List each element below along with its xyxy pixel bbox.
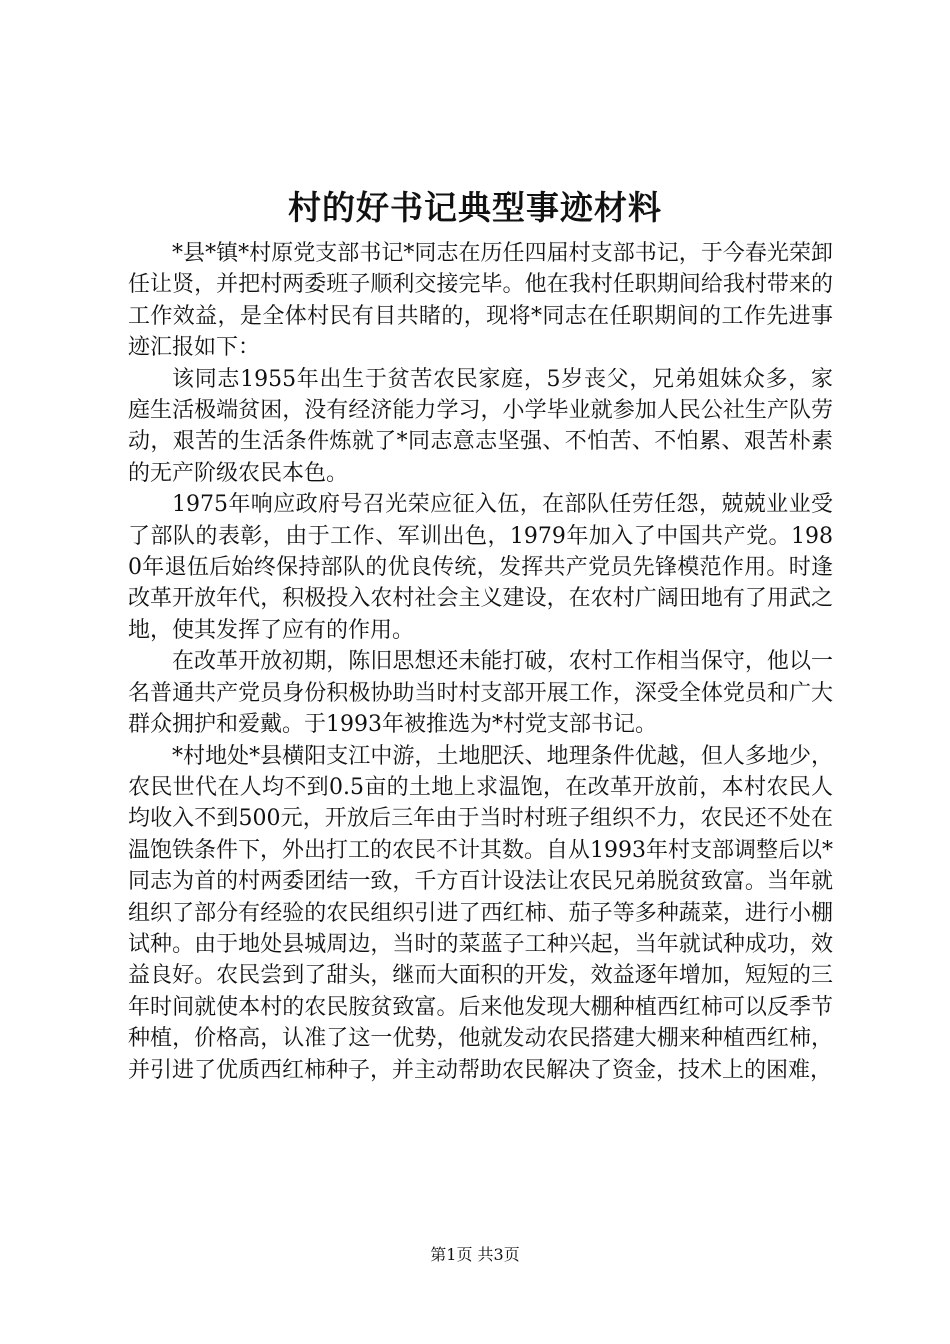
paragraph-background: 该同志1955年出生于贫苦农民家庭，5岁丧父，兄弟姐妹众多，家庭生活极端贫困，没有经济能力学习，小学毕业就参加人民公社生产队劳动，艰苦的生活条件炼就了*同志意志坚强、不怕苦、不怕累、艰苦朴素的无产阶级农民本色。 [128,366,833,486]
document-title: 村的好书记典型事迹材料 [288,188,662,227]
paragraph-village: *村地处*县横阳支江中游，土地肥沃、地理条件优越，但人多地少，农民世代在人均不到0.5亩的土地上求温饱，在改革开放前，本村农民人均收入不到500元，开放后三年由于当时村班子组织不力，农民还不处在温饱铁条件下，外出打工的农民不计其数。自从1993年村支部调整后以*同志为首的村两委团结一致，千方百计设法让农民兄弟脱贫致富。当年就组织了部分有经验的农民组织引进了西红柿、茄子等多种蔬菜，进行小棚试种。由于地处县城周边，当时的菜蓝子工种兴起，当年就试种成功，效益良好。农民尝到了甜头，继而大面积的开发，效益逐年增加，短短的三年时间就使本村的农民胺贫致富。后来他发现大棚种植西红柿可以反季节种植，价格高，认准了这一优势，他就发动农民搭建大棚来种植西红柿，并引进了优质西红柿种子，并主动帮助农民解决了资金，技术上的困难， [128,743,833,1083]
document-body [128,238,833,1086]
paragraph-intro: *县*镇*村原党支部书记*同志在历任四届村支部书记，于今春光荣卸任让贤，并把村两委班子顺利交接完毕。他在我村任职期间给我村带来的工作效益，是全体村民有目共睹的，现将*同志在任职期间的工作先进事迹汇报如下： [128,241,833,361]
paragraph-reform: 在改革开放初期，陈旧思想还未能打破，农村工作相当保守，他以一名普通共产党员身份积极协助当时村支部开展工作，深受全体党员和广大群众拥护和爱戴。于1993年被推选为*村党支部书记。 [128,649,833,738]
paragraph-military: 1975年响应政府号召光荣应征入伍，在部队任劳任怨，兢兢业业受了部队的表彰，由于工作、军训出色，1979年加入了中国共产党。1980年退伍后始终保持部队的优良传统，发挥共产党员先锋模范作用。时逢改革开放年代，积极投入农村社会主义建设，在农村广阔田地有了用武之地，使其发挥了应有的作用。 [128,492,833,643]
page-number-footer: 第1页 共3页 [430,1245,520,1264]
